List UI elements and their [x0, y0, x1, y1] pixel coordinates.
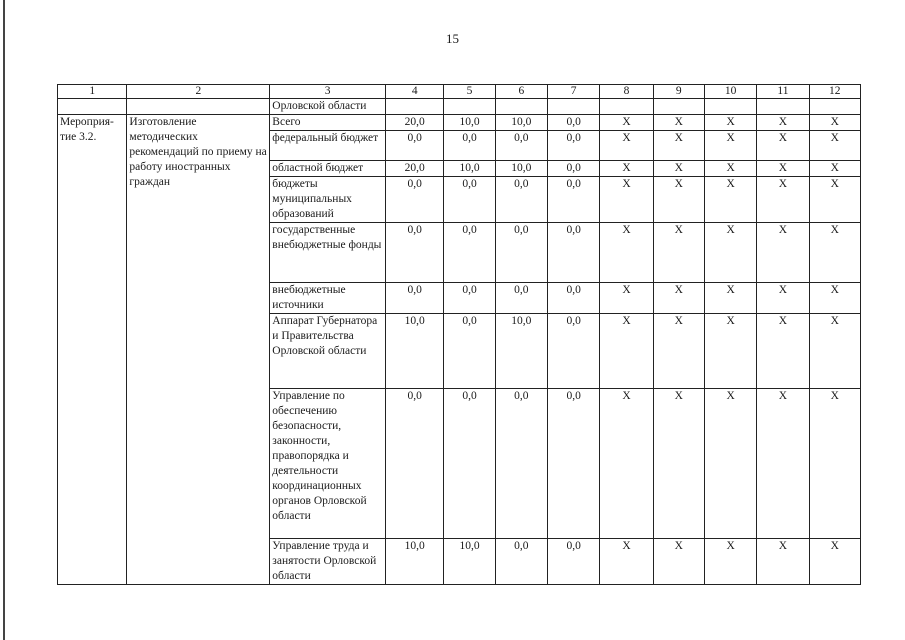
funding-source: внебюджетные источники	[270, 283, 386, 314]
column-number: 7	[548, 85, 600, 99]
value-cell: 0,0	[495, 177, 547, 223]
value-cell: Х	[809, 539, 860, 585]
funding-source: Орловской области	[270, 99, 386, 115]
value-cell: Х	[704, 314, 756, 389]
column-number: 3	[270, 85, 386, 99]
funding-source: Аппарат Губернатора и Правительства Орловской области	[270, 314, 386, 389]
value-cell: Х	[704, 223, 756, 283]
value-cell: Х	[653, 161, 704, 177]
value-cell: 0,0	[495, 539, 547, 585]
column-number: 2	[127, 85, 270, 99]
value-cell: 0,0	[444, 177, 495, 223]
value-cell: Х	[809, 314, 860, 389]
empty-cell	[704, 99, 756, 115]
value-cell: 10,0	[386, 539, 444, 585]
value-cell: 0,0	[548, 115, 600, 131]
value-cell: 0,0	[444, 314, 495, 389]
value-cell: Х	[653, 389, 704, 539]
value-cell: Х	[757, 177, 809, 223]
column-number: 1	[58, 85, 127, 99]
value-cell: Х	[600, 115, 653, 131]
value-cell: Х	[704, 115, 756, 131]
column-number: 6	[495, 85, 547, 99]
value-cell: 0,0	[548, 161, 600, 177]
value-cell: 0,0	[548, 314, 600, 389]
funding-source: областной бюджет	[270, 161, 386, 177]
activity-name: Изготовление методических рекомендаций по приему на работу иностранных граждан	[127, 115, 270, 585]
value-cell: 20,0	[386, 115, 444, 131]
column-number: 12	[809, 85, 860, 99]
empty-cell	[548, 99, 600, 115]
value-cell: Х	[757, 314, 809, 389]
value-cell: Х	[704, 131, 756, 161]
value-cell: Х	[757, 223, 809, 283]
value-cell: Х	[600, 131, 653, 161]
value-cell: Х	[809, 223, 860, 283]
value-cell: 0,0	[386, 389, 444, 539]
empty-cell	[757, 99, 809, 115]
value-cell: 0,0	[548, 283, 600, 314]
value-cell: Х	[757, 389, 809, 539]
value-cell: Х	[809, 389, 860, 539]
value-cell: 0,0	[386, 223, 444, 283]
value-cell: 0,0	[444, 283, 495, 314]
value-cell: Х	[757, 131, 809, 161]
value-cell: Х	[653, 223, 704, 283]
value-cell: Х	[757, 115, 809, 131]
value-cell: 0,0	[548, 131, 600, 161]
empty-cell	[58, 99, 127, 115]
value-cell: Х	[653, 131, 704, 161]
value-cell: Х	[757, 283, 809, 314]
value-cell: Х	[600, 539, 653, 585]
table-row	[58, 115, 861, 131]
value-cell: 0,0	[386, 283, 444, 314]
page-number: 15	[446, 31, 459, 46]
value-cell: Х	[600, 389, 653, 539]
value-cell: Х	[653, 283, 704, 314]
value-cell: Х	[704, 389, 756, 539]
column-number: 11	[757, 85, 809, 99]
value-cell: Х	[600, 177, 653, 223]
value-cell: 0,0	[495, 223, 547, 283]
value-cell: 20,0	[386, 161, 444, 177]
column-number: 8	[600, 85, 653, 99]
value-cell: Х	[704, 539, 756, 585]
value-cell: 10,0	[386, 314, 444, 389]
value-cell: 10,0	[495, 115, 547, 131]
funding-source: Всего	[270, 115, 386, 131]
column-number-row	[58, 85, 861, 99]
funding-source: федеральный бюджет	[270, 131, 386, 161]
empty-cell	[386, 99, 444, 115]
funding-source: государственные внебюджетные фонды	[270, 223, 386, 283]
value-cell: 0,0	[444, 389, 495, 539]
value-cell: Х	[704, 161, 756, 177]
value-cell: 10,0	[444, 161, 495, 177]
activity-code: Мероприя-тие 3.2.	[58, 115, 127, 585]
value-cell: Х	[704, 177, 756, 223]
value-cell: Х	[653, 115, 704, 131]
value-cell: 0,0	[495, 131, 547, 161]
budget-table	[57, 84, 861, 585]
value-cell: 0,0	[548, 223, 600, 283]
value-cell: Х	[653, 177, 704, 223]
funding-source: Управление труда и занятости Орловской области	[270, 539, 386, 585]
empty-cell	[495, 99, 547, 115]
empty-cell	[444, 99, 495, 115]
value-cell: 0,0	[444, 131, 495, 161]
value-cell: Х	[809, 131, 860, 161]
value-cell: Х	[600, 314, 653, 389]
value-cell: Х	[600, 161, 653, 177]
empty-cell	[809, 99, 860, 115]
value-cell: 10,0	[495, 161, 547, 177]
column-number: 4	[386, 85, 444, 99]
value-cell: 0,0	[548, 177, 600, 223]
funding-source: бюджеты муниципальных образований	[270, 177, 386, 223]
value-cell: 0,0	[548, 389, 600, 539]
empty-cell	[600, 99, 653, 115]
value-cell: 0,0	[386, 131, 444, 161]
value-cell: Х	[653, 539, 704, 585]
value-cell: 10,0	[444, 539, 495, 585]
column-number: 5	[444, 85, 495, 99]
continuation-row	[58, 99, 861, 115]
value-cell: 0,0	[386, 177, 444, 223]
value-cell: 0,0	[444, 223, 495, 283]
funding-source: Управление по обеспечению безопасности, законности, правопорядка и деятельности координационных органов Орловской области	[270, 389, 386, 539]
value-cell: Х	[600, 283, 653, 314]
column-number: 9	[653, 85, 704, 99]
value-cell: 10,0	[444, 115, 495, 131]
value-cell: Х	[809, 283, 860, 314]
value-cell: 0,0	[495, 283, 547, 314]
value-cell: Х	[809, 161, 860, 177]
value-cell: 0,0	[495, 389, 547, 539]
value-cell: Х	[704, 283, 756, 314]
value-cell: Х	[809, 115, 860, 131]
value-cell: Х	[757, 539, 809, 585]
value-cell: 0,0	[548, 539, 600, 585]
value-cell: 10,0	[495, 314, 547, 389]
value-cell: Х	[600, 223, 653, 283]
empty-cell	[653, 99, 704, 115]
value-cell: Х	[809, 177, 860, 223]
value-cell: Х	[757, 161, 809, 177]
scan-edge-line	[3, 0, 5, 640]
empty-cell	[127, 99, 270, 115]
column-number: 10	[704, 85, 756, 99]
value-cell: Х	[653, 314, 704, 389]
